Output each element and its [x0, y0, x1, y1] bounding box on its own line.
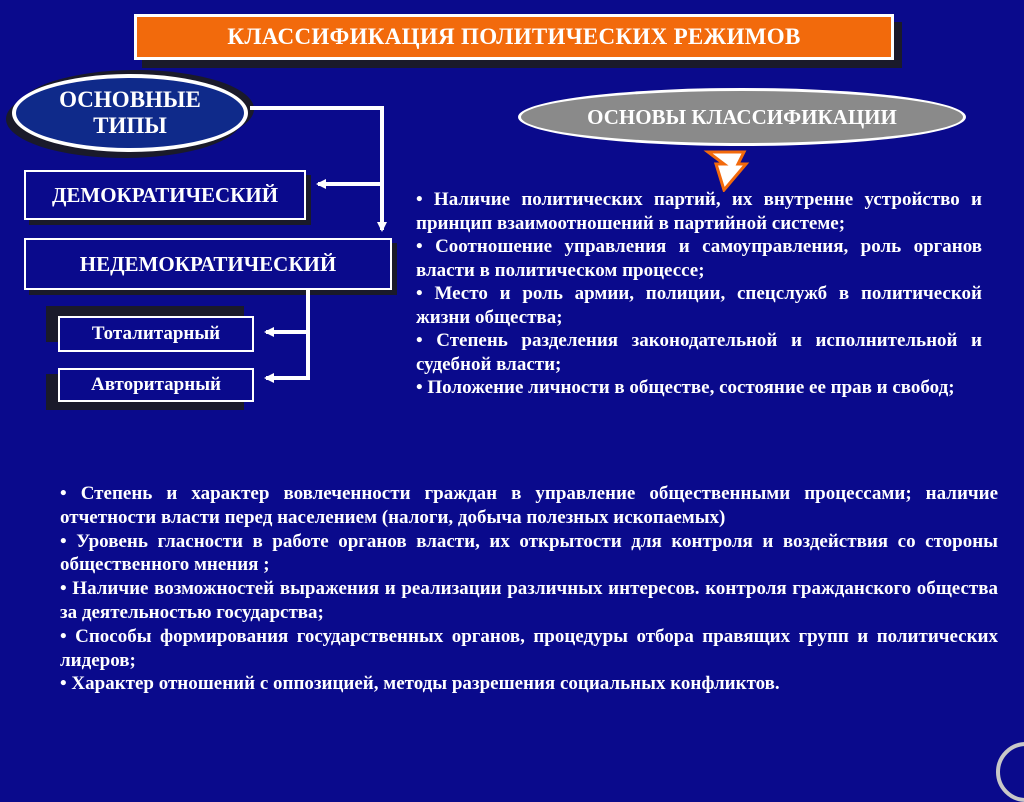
basis-item: • Наличие политических партий, их внутренне устройство и принцип взаимоотношений в партийной системе; [416, 188, 982, 235]
criteria-item: • Характер отношений с оппозицией, методы разрешения социальных конфликтов. [60, 672, 998, 696]
main-types-label-line2: ТИПЫ [93, 113, 167, 138]
criteria-item: • Степень и характер вовлеченности граждан в управление общественными процессами; наличие отчетности власти перед населением (налоги, добыча полезных ископаемых) [60, 482, 998, 530]
arrow-down-icon [702, 150, 750, 192]
arrow-to-nondemocratic [250, 108, 382, 230]
democratic-box: ДЕМОКРАТИЧЕСКИЙ [24, 170, 306, 220]
basis-list [416, 188, 982, 400]
criteria-list [60, 482, 998, 696]
basis-item: • Соотношение управления и самоуправления, роль органов власти в политическом процессе; [416, 235, 982, 282]
totalitarian-box: Тоталитарный [58, 316, 254, 352]
criteria-item: • Наличие возможностей выражения и реализации различных интересов. контроля гражданского общества за деятельностью государства; [60, 577, 998, 625]
authoritarian-box: Авторитарный [58, 368, 254, 402]
basis-item: • Положение личности в обществе, состояние ее прав и свобод; [416, 376, 982, 400]
main-types-label-line1: ОСНОВНЫЕ [59, 87, 201, 112]
basis-item: • Степень разделения законодательной и исполнительной и судебной власти; [416, 329, 982, 376]
nondemocratic-box: НЕДЕМОКРАТИЧЕСКИЙ [24, 238, 392, 290]
slide-title: КЛАССИФИКАЦИЯ ПОЛИТИЧЕСКИХ РЕЖИМОВ [134, 14, 894, 60]
arrow-to-totalitarian [266, 290, 308, 332]
criteria-item: • Способы формирования государственных органов, процедуры отбора правящих групп и политических лидеров; [60, 625, 998, 673]
arrow-to-authoritarian [266, 332, 308, 378]
criteria-item: • Уровень гласности в работе органов власти, их открытости для контроля и воздействия со стороны общественного мнения ; [60, 530, 998, 578]
basis-oval: ОСНОВЫ КЛАССИФИКАЦИИ [518, 88, 966, 146]
basis-item: • Место и роль армии, полиции, спецслужб в политической жизни общества; [416, 282, 982, 329]
